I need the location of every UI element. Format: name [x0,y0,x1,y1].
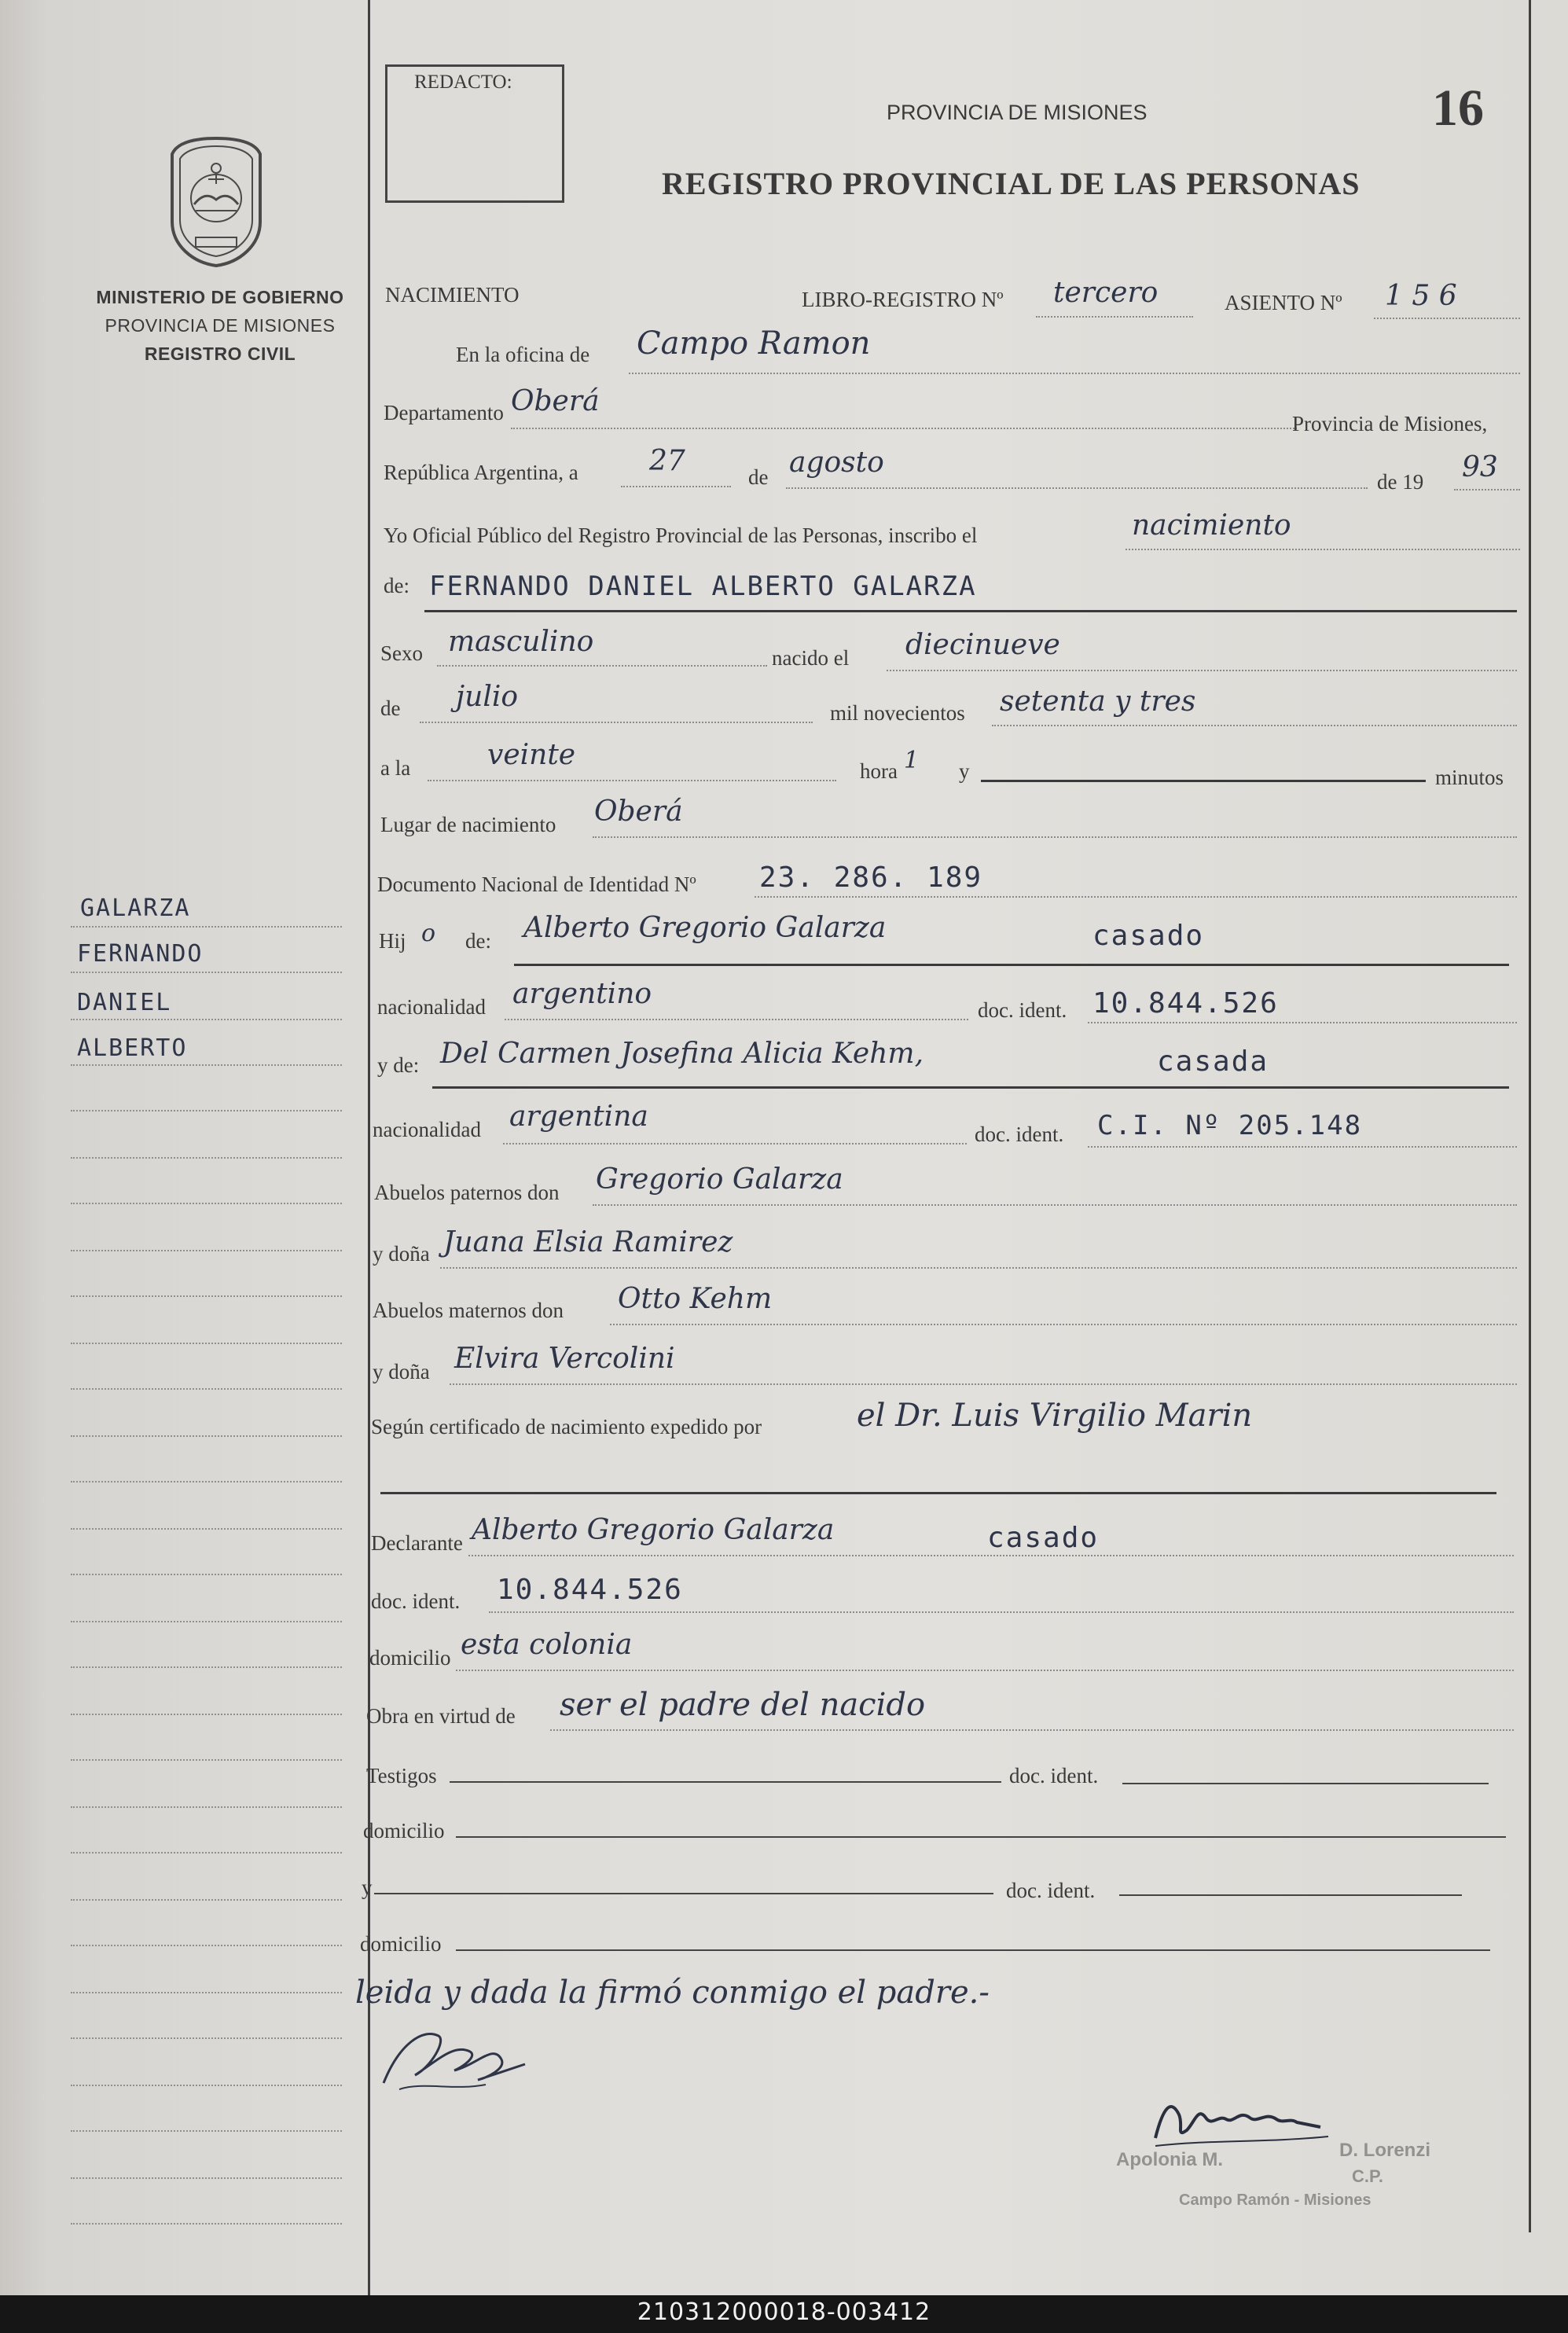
minutos-label: minutos [1435,766,1504,789]
certificado-label: Según certificado de nacimiento expedido por [371,1415,762,1438]
de-nombre-label: de: [384,574,409,597]
official-stamp [1116,2140,1478,2218]
mil-label: mil novecientos [830,701,965,725]
madre-estado: casada [1157,1045,1269,1078]
libro-label: LIBRO-REGISTRO Nº [802,288,1004,311]
margin-line [71,1203,342,1204]
declarante-doc: 10.844.526 [497,1574,683,1606]
margin-line [71,1250,342,1251]
asiento-value: 1 5 6 [1385,280,1457,312]
nacido-line [887,670,1517,671]
margin-line [71,926,342,928]
republica-label: República Argentina, a [384,461,578,484]
declarante-label: Declarante [371,1531,463,1555]
hora-num: 1 [904,747,920,774]
sexo-value: masculino [448,626,594,658]
dia-line [621,486,731,487]
departamento-value: Oberá [511,385,600,417]
mes-nac-value: julio [456,681,519,713]
padre-underline [514,964,1509,966]
madre-nacionalidad: argentina [509,1100,648,1133]
padre-doc-label: doc. ident. [978,998,1067,1022]
nacimiento-label: NACIMIENTO [385,283,520,307]
de-padre-label: de: [465,929,491,953]
lugar-value: Oberá [594,795,683,828]
mes-line [786,487,1368,489]
abuela-pat: Juana Elsia Ramirez [443,1226,733,1258]
testigo2-doc-line [1119,1894,1462,1896]
margin-name-4: ALBERTO [77,1034,188,1062]
madre-nacionalidad-label: nacionalidad [373,1118,481,1141]
oficial-label: Yo Oficial Público del Registro Provincial de las Personas, inscribo el [384,524,978,547]
margin-line [71,2085,342,2086]
stamp-line-2: D. Lorenzi [1339,2140,1431,2161]
oficial-line [1126,549,1520,550]
abuelo-mat: Otto Kehm [618,1283,773,1315]
asiento-line [1374,318,1520,319]
a-la-label: a la [380,756,411,780]
margin-line [71,1064,342,1066]
testigo2-doc-label: doc. ident. [1006,1879,1096,1902]
libro-line [1036,316,1193,318]
margin-line [71,1806,342,1808]
de-mes-label: de [380,696,401,720]
oficial-value: nacimiento [1132,509,1291,542]
abuelo-mat-line [610,1324,1517,1325]
margin-line [71,1666,342,1668]
margin-name-2: FERNANDO [77,940,204,968]
margin-line [71,2177,342,2179]
margin-line [71,972,342,973]
domicilio-line [456,1670,1514,1671]
oficina-line [629,373,1520,374]
margin-name-1: GALARZA [80,895,191,922]
redacto-box [385,64,564,203]
mes-nac-line [420,722,813,723]
libro-value: tercero [1053,277,1159,309]
registry-title: REGISTRO PROVINCIAL DE LAS PERSONAS [662,166,1361,201]
testigos-label: Testigos [366,1764,437,1787]
oficina-label: En la oficina de [456,343,590,366]
margin-line [71,1157,342,1159]
dni-line [755,896,1517,898]
lugar-label: Lugar de nacimiento [380,813,556,836]
testigo2-domicilio-label: domicilio [360,1932,442,1956]
testigo2-domicilio-line [456,1949,1490,1951]
declarante-doc-line [489,1611,1514,1613]
margin-line [71,1528,342,1530]
nombre-underline [424,610,1517,612]
ministry-heading [79,283,362,368]
padre-nacionalidad-line [505,1019,968,1020]
hijo-label: Hij [379,929,406,953]
domicilio-label: domicilio [369,1646,451,1670]
margin-line [71,2223,342,2225]
testigo2-line [374,1893,993,1894]
margin-line [71,1945,342,1946]
nacido-label: nacido el [772,646,850,670]
padre-doc-line [1088,1022,1517,1023]
margin-line [71,1110,342,1111]
anio-nac-value: setenta y tres [1000,685,1196,718]
margin-line [71,1295,342,1297]
testigo1-domicilio-label: domicilio [363,1819,445,1843]
dni-label: Documento Nacional de Identidad Nº [377,873,696,896]
margin-line [71,1343,342,1344]
margin-line [71,1388,342,1390]
anio-value: 93 [1462,451,1498,483]
margin-line [71,1852,342,1854]
departamento-line [511,428,1297,429]
page-number: 16 [1432,79,1484,137]
image-caption: 210312000018-003412 [637,2298,931,2326]
margin-line [71,1714,342,1715]
certificado-underline [380,1492,1496,1494]
oficina-value: Campo Ramon [637,325,871,362]
domicilio-value: esta colonia [461,1629,633,1661]
padre-estado: casado [1092,920,1205,952]
declarante-value: Alberto Gregorio Galarza [472,1514,835,1546]
provincia-label: Provincia de Misiones, [1292,412,1488,435]
margin-line [71,2130,342,2132]
asiento-label: ASIENTO Nº [1225,291,1342,314]
dni-value: 23. 286. 189 [759,862,983,894]
hora-value: veinte [487,739,576,771]
testigo1-doc-label: doc. ident. [1009,1764,1099,1787]
abuelo-pat-line [593,1204,1517,1206]
padre-nacionalidad: argentino [512,978,652,1010]
stamp-line-3: C.P. [1352,2166,1383,2186]
obra-value: ser el padre del nacido [560,1687,926,1723]
nombre-value: FERNANDO DANIEL ALBERTO GALARZA [429,571,977,602]
minutos-line [981,780,1426,782]
obra-label: Obra en virtud de [366,1704,516,1728]
madre-doc-label: doc. ident. [975,1122,1064,1146]
padre-doc: 10.844.526 [1092,987,1279,1020]
lugar-line [593,836,1517,838]
dia-value: 27 [649,445,685,477]
ministry-line-2: PROVINCIA DE MISIONES [105,315,336,336]
y-dona-mat-label: y doña [373,1360,430,1383]
margin-line [71,1435,342,1437]
abuela-pat-line [440,1267,1517,1269]
hijo-suffix: o [421,920,436,947]
abuelo-pat: Gregorio Galarza [596,1163,843,1196]
right-frame-line [1529,0,1531,2232]
obra-line [550,1729,1514,1731]
sexo-label: Sexo [380,641,423,665]
abuelos-mat-label: Abuelos maternos don [373,1299,564,1322]
margin-line [71,1019,342,1020]
madre-doc-line [1088,1146,1517,1148]
y-dona-pat-label: y doña [373,1242,430,1266]
departamento-label: Departamento [384,401,504,424]
sexo-line [437,665,767,667]
madre-nacionalidad-line [503,1143,967,1144]
madre-doc: C.I. Nº 205.148 [1097,1110,1363,1141]
stamp-line-1: Apolonia M. [1116,2149,1223,2170]
testigo1-domicilio-line [456,1836,1506,1838]
anio-nac-line [992,725,1517,726]
y-label: y [959,759,970,783]
y-testigo-label: y [362,1876,373,1899]
hora-line [428,780,836,781]
province-seal [161,135,271,269]
abuela-mat-line [450,1383,1517,1385]
leida-value: leida y dada la firmó conmigo el padre.- [355,1975,990,2011]
margin-line [71,2037,342,2039]
de-label: de [748,465,769,489]
mes-value: agosto [789,446,884,479]
margin-line [71,1621,342,1622]
ministry-line-1: MINISTERIO DE GOBIERNO [96,287,344,307]
margin-name-3: DANIEL [77,989,172,1016]
declarante-doc-label: doc. ident. [371,1589,461,1613]
margin-line [71,1481,342,1482]
nacido-value: diecinueve [905,629,1060,661]
redacto-label: REDACTO: [414,72,512,93]
hora-label: hora [860,759,898,783]
province-title: PROVINCIA DE MISIONES [887,101,1148,124]
margin-line [71,1574,342,1575]
testigo1-doc-line [1122,1783,1489,1784]
y-de-label: y de: [377,1053,420,1077]
anio-label: de 19 [1377,470,1424,494]
ministry-line-3: REGISTRO CIVIL [144,344,296,364]
margin-line [71,1759,342,1761]
abuelos-pat-label: Abuelos paternos don [374,1181,560,1204]
padre-value: Alberto Gregorio Galarza [523,912,887,944]
stamp-line-4: Campo Ramón - Misiones [1179,2192,1372,2209]
certificado-value: el Dr. Luis Virgilio Marin [857,1398,1253,1434]
declarante-line [468,1555,1514,1556]
margin-line [71,1899,342,1901]
anio-line [1454,489,1520,490]
padre-nacionalidad-label: nacionalidad [377,995,486,1019]
madre-value: Del Carmen Josefina Alicia Kehm, [440,1038,924,1070]
madre-underline [432,1086,1509,1089]
father-signature [368,2012,556,2099]
abuela-mat: Elvira Vercolini [454,1343,675,1375]
declarante-estado: casado [987,1522,1100,1554]
testigos-line [450,1781,1001,1783]
margin-line [71,1992,342,1993]
